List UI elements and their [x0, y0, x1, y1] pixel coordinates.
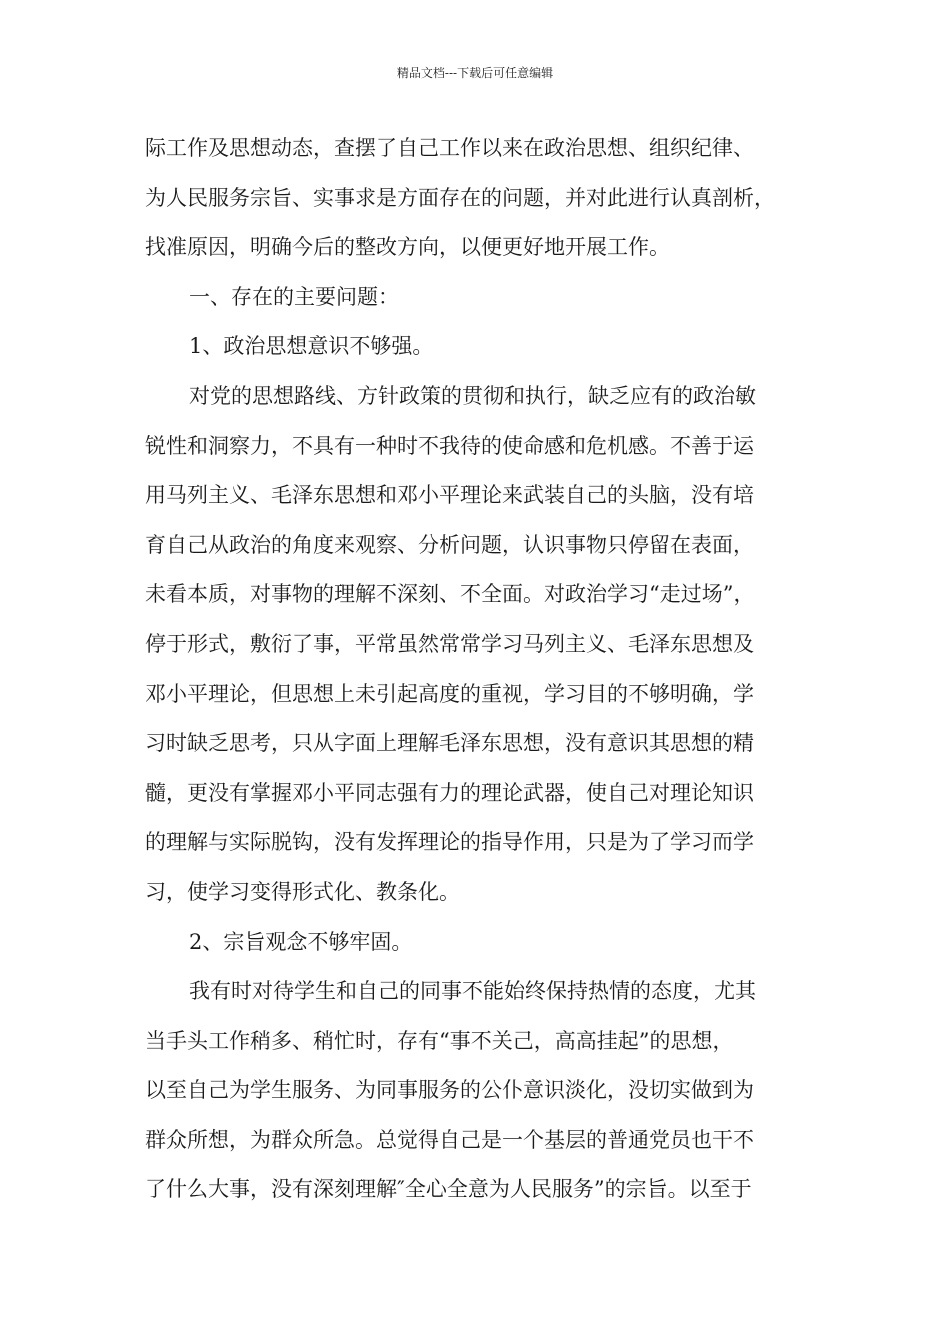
text-line: 髓，更没有掌握邓小平同志强有力的理论武器，使自己对理论知识 — [145, 780, 754, 805]
document-body — [145, 129, 835, 1220]
text-line: 我有时对待学生和自己的同事不能始终保持热情的态度，尤其 — [189, 979, 756, 1004]
text-line: 2、宗旨观念不够牢固。 — [189, 929, 413, 954]
text-line: 习时缺乏思考，只从字面上理解毛泽东思想，没有意识其思想的精 — [145, 731, 754, 756]
text-line: 为人民服务宗旨、实事求是方面存在的问题，并对此进行认真剖析， — [145, 185, 775, 210]
text-line: 1、政治思想意识不够强。 — [189, 334, 434, 359]
text-line: 的理解与实际脱钩，没有发挥理论的指导作用，只是为了学习而学 — [145, 830, 754, 855]
text-line: 当手头工作稍多、稍忙时，存有“事不关己，高高挂起”的思想， — [145, 1028, 734, 1053]
text-line: 对党的思想路线、方针政策的贯彻和执行，缺乏应有的政治敏 — [189, 383, 756, 408]
text-line: 习，使学习变得形式化、教条化。 — [145, 879, 460, 904]
text-line: 了什么大事，没有深刻理解″全心全意为人民服务”的宗旨。以至于 — [145, 1177, 752, 1202]
text-line: 停于形式，敷衍了事，平常虽然常常学习马列主义、毛泽东思想及 — [145, 631, 754, 656]
text-line: 际工作及思想动态，查摆了自己工作以来在政治思想、组织纪律、 — [145, 136, 754, 160]
text-line: 锐性和洞察力，不具有一种时不我待的使命感和危机感。不善于运 — [145, 433, 754, 458]
text-line: 用马列主义、毛泽东思想和邓小平理论来武装自己的头脑，没有培 — [145, 483, 754, 508]
text-line: 群众所想，为群众所急。总觉得自己是一个基层的普通党员也干不 — [145, 1127, 754, 1152]
text-line: 找准原因，明确今后的整改方向，以便更好地开展工作。 — [145, 235, 670, 260]
text-line: 一、存在的主要问题： — [189, 284, 399, 309]
text-line: 未看本质，对事物的理解不深刻、不全面。对政治学习“走过场”， — [145, 582, 755, 607]
page-header: 精品文档---下载后可任意编辑 — [396, 66, 554, 80]
text-line: 育自己从政治的角度来观察、分析问题，认识事物只停留在表面， — [145, 532, 754, 557]
text-line: 以至自己为学生服务、为同事服务的公仆意识淡化，没切实做到为 — [145, 1078, 754, 1103]
text-line: 邓小平理论，但思想上未引起高度的重视，学习目的不够明确，学 — [145, 681, 754, 706]
